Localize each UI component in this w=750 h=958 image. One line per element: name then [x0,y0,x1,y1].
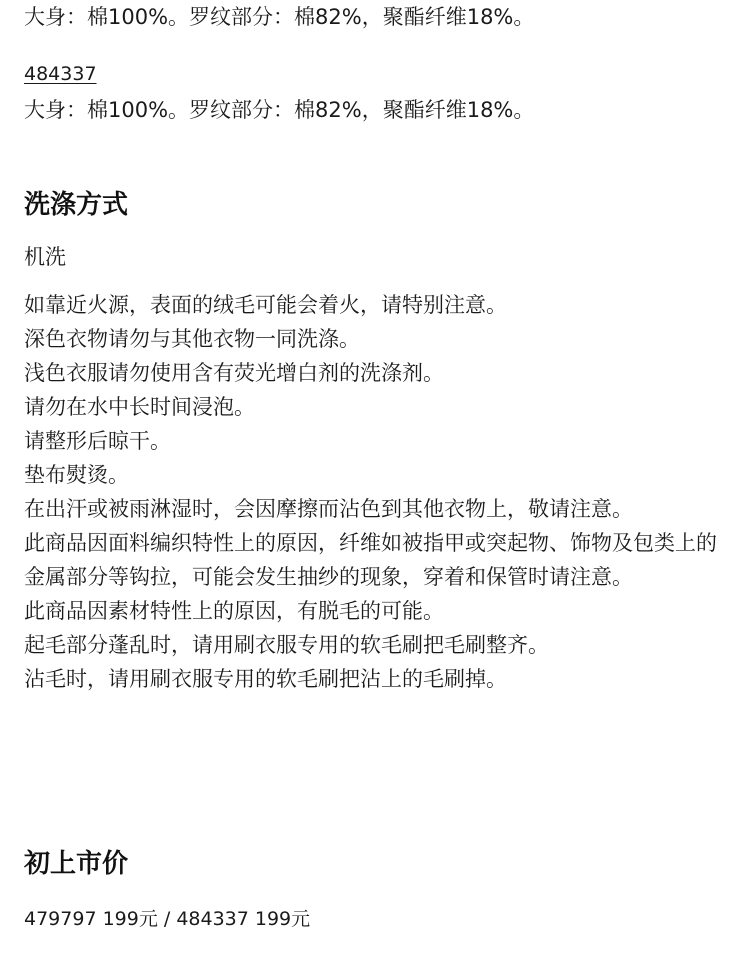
material-composition-text: 大身：棉100%。罗纹部分：棉82%，聚酯纤维18%。 [24,5,535,29]
item-code-link[interactable]: 484337 [24,63,97,85]
launch-price-text: 479797 199元 / 484337 199元 [24,908,311,930]
care-instruction-item: 深色衣物请勿与其他衣物一同洗涤。 [24,327,360,351]
care-instruction-item: 在出汗或被雨淋湿时，会因摩擦而沾色到其他衣物上，敬请注意。 [24,497,633,521]
care-instruction-item: 如靠近火源，表面的绒毛可能会着火，请特别注意。 [24,293,507,317]
care-instruction-item: 此商品因素材特性上的原因，有脱毛的可能。 [24,599,444,623]
care-instructions-list [24,288,729,696]
care-instruction-item: 此商品因面料编织特性上的原因，纤维如被指甲或突起物、饰物及包类上的金属部分等钩拉，可能会发生抽纱的现象，穿着和保管时请注意。 [24,531,717,589]
care-instruction-item: 垫布熨烫。 [24,463,129,487]
launch-price-heading: 初上市价 [24,849,129,879]
washing-mode-text: 机洗 [24,245,66,269]
washing-method-heading: 洗涤方式 [24,190,129,220]
care-instruction-item: 起毛部分蓬乱时，请用刷衣服专用的软毛刷把毛刷整齐。 [24,633,549,657]
care-instruction-item: 请整形后晾干。 [24,429,171,453]
material-composition-text: 大身：棉100%。罗纹部分：棉82%，聚酯纤维18%。 [24,98,535,122]
care-instruction-item: 浅色衣服请勿使用含有荧光增白剂的洗涤剂。 [24,361,444,385]
care-instruction-item: 请勿在水中长时间浸泡。 [24,395,255,419]
care-instruction-item: 沾毛时，请用刷衣服专用的软毛刷把沾上的毛刷掉。 [24,667,507,691]
